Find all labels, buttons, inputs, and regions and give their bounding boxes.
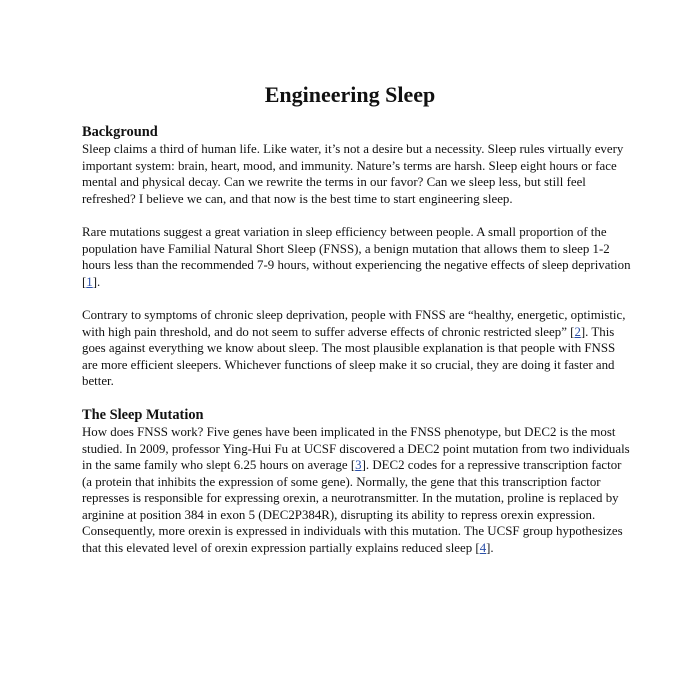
paragraph-contrary [82,307,630,390]
text-line: population have Familial Natural Short Sleep (FNSS), a benign mutation that allows them to sleep 1-2 [82,241,610,256]
text-line: important system: brain, heart, mood, and immunity. Nature’s terms are harsh. Sleep eight hours or face [82,158,617,173]
paragraph-rare-mutations [82,224,630,290]
text-line: Rare mutations suggest a great variation in sleep efficiency between people. A small proportion of the [82,224,607,239]
text-line: (a protein that inhibits the expression of some gene). Normally, the gene that this transcription factor [82,474,601,489]
paragraph-spacer [82,207,630,224]
text-line: studied. In 2009, professor Ying-Hui Fu at UCSF discovered a DEC2 point mutation from two individuals [82,441,630,456]
section-heading-background: Background [82,124,158,140]
text-line [82,540,630,557]
citation-link-1[interactable]: 1 [86,274,93,289]
text-line: Consequently, more orexin is expressed in individuals with this mutation. The UCSF group hypothesizes [82,524,623,539]
citation-link-4[interactable]: 4 [479,541,487,556]
text-line [82,324,630,341]
text-fragment: ]. DEC2 codes for a repressive transcription factor [361,458,622,473]
text-line: are more efficient sleepers. Whichever functions of sleep make it so crucial, they are doing it faster and [82,357,615,372]
text-line: refreshed? I believe we can, and that now is the best time to start engineering sleep. [82,191,513,206]
section-spacer [82,390,630,407]
text-fragment: ]. [92,274,101,289]
text-fragment: ]. This [580,324,615,339]
document-body [82,124,630,557]
text-fragment: that this elevated level of orexin expression partially explains reduced sleep [ [82,541,480,556]
paragraph-fnss-work [82,424,630,557]
text-line [82,274,630,291]
paragraph-spacer [82,290,630,307]
paragraph-intro [82,141,630,207]
text-fragment: in the same family who slept 6.25 hours on average [ [82,458,356,473]
citation-link-2[interactable]: 2 [574,324,581,339]
text-line: Contrary to symptoms of chronic sleep deprivation, people with FNSS are “healthy, energetic, optimistic, [82,307,626,322]
text-fragment: ]. [486,541,494,556]
section-heading-sleep-mutation: The Sleep Mutation [82,406,204,423]
text-line [82,457,630,474]
text-line: hours less than the recommended 7-9 hours, without experiencing the negative effects of sleep deprivation [82,258,631,273]
text-line: mental and physical decay. Can we rewrite the terms in our favor? Can we sleep less, but still feel [82,175,586,190]
text-line: How does FNSS work? Five genes have been implicated in the FNSS phenotype, but DEC2 is the most [82,424,616,439]
text-line: goes against everything we know about sleep. The most plausible explanation is that people with FNSS [82,341,616,356]
text-line: Sleep claims a third of human life. Like water, it’s not a desire but a necessity. Sleep rules virtually every [82,142,624,156]
text-fragment: [ [82,274,87,289]
text-line: represses is responsible for expressing orexin, a neurotransmitter. In the mutation, proline is replaced by [82,491,619,506]
text-line: arginine at position 384 in exon 5 (DEC2P384R), disrupting its ability to repress orexin expression. [82,507,596,522]
text-fragment: with high pain threshold, and do not seem to suffer adverse effects of chronic restricted sleep” [ [82,324,575,339]
text-line: better. [82,374,114,389]
page-title: Engineering Sleep [264,82,436,107]
citation-link-3[interactable]: 3 [355,458,362,473]
